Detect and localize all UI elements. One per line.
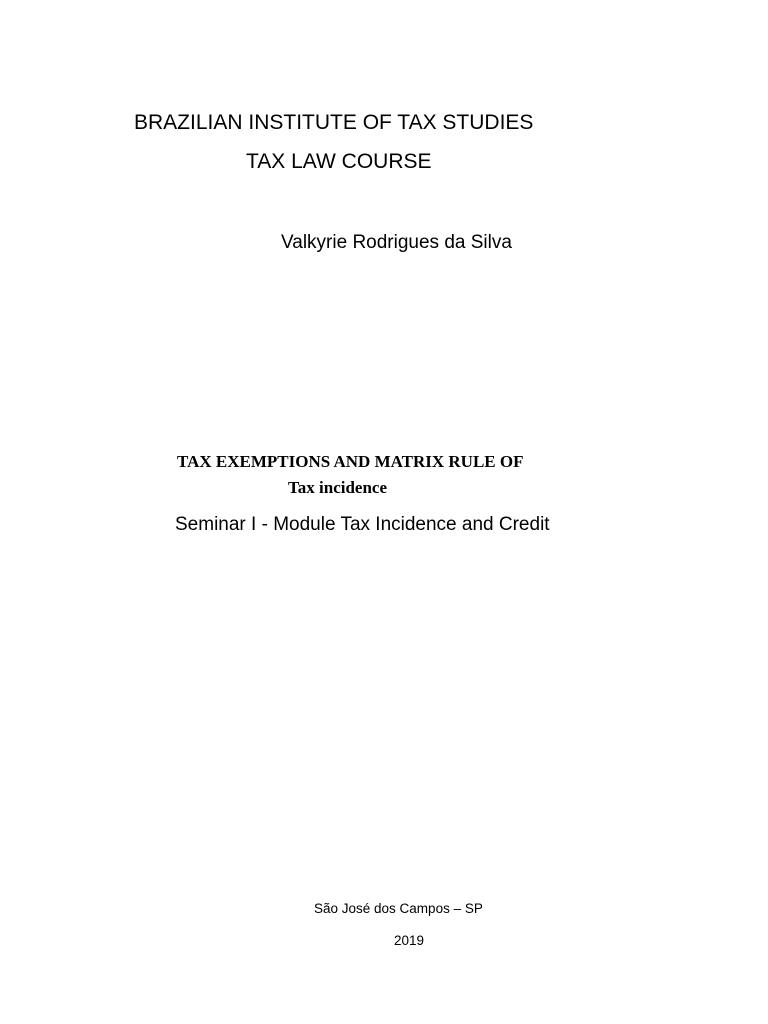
- document-subtitle: Seminar I - Module Tax Incidence and Credit: [175, 514, 550, 535]
- institute-name: BRAZILIAN INSTITUTE OF TAX STUDIES: [134, 111, 534, 134]
- course-name: TAX LAW COURSE: [246, 150, 432, 173]
- author-name: Valkyrie Rodrigues da Silva: [281, 232, 512, 253]
- year: 2019: [394, 933, 425, 948]
- document-title-line-1: TAX EXEMPTIONS AND MATRIX RULE OF: [177, 452, 524, 471]
- city-location: São José dos Campos – SP: [314, 901, 483, 916]
- document-title-line-2: Tax incidence: [288, 478, 388, 497]
